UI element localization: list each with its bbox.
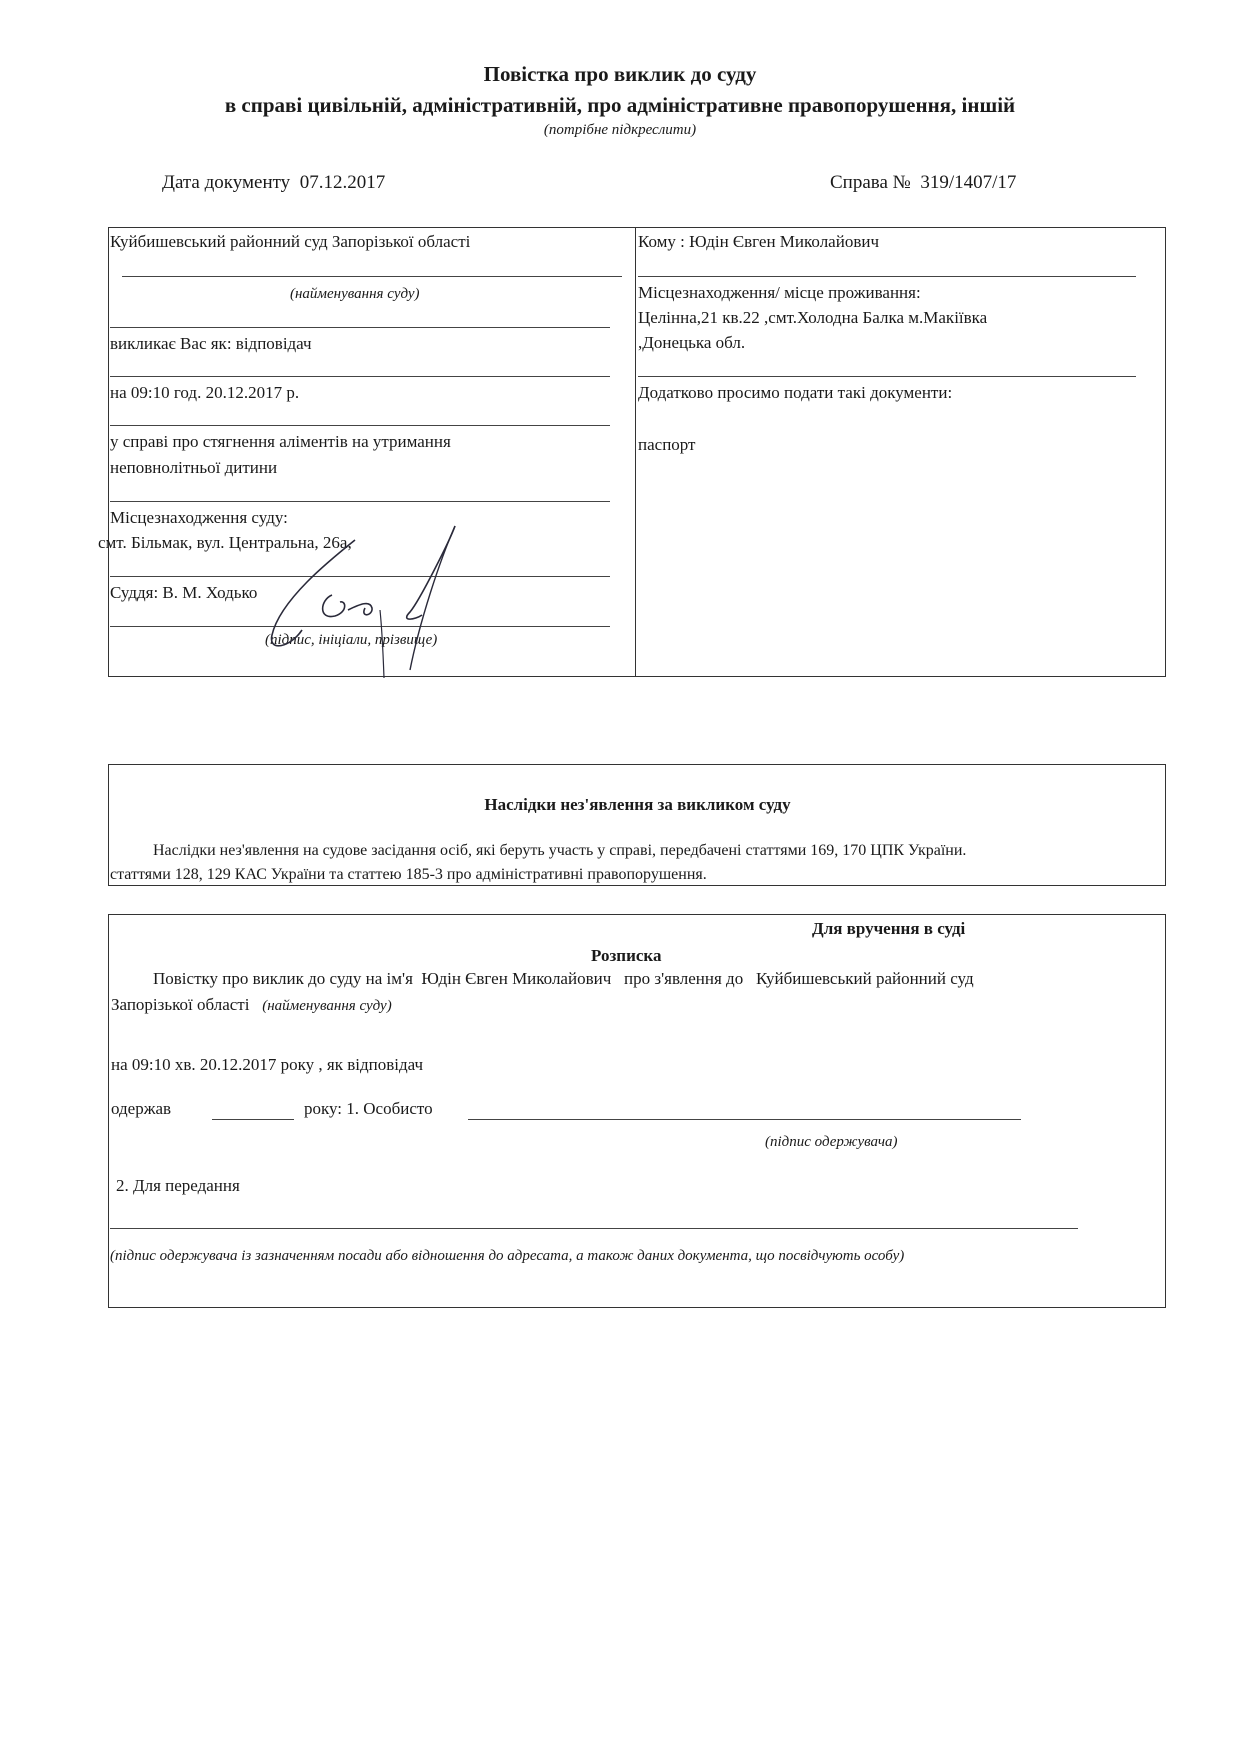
divider-line [638, 376, 1136, 377]
receipt-time-line: на 09:10 хв. 20.12.2017 року , як відповідач [111, 1055, 424, 1074]
receipt-court-part-2: Запорізької області [111, 995, 250, 1014]
divider-line [110, 501, 610, 502]
hearing-time: на 09:10 год. 20.12.2017 р. [110, 383, 300, 402]
documents-label: Додатково просимо подати такі документи: [638, 383, 953, 402]
summons-as: викликає Вас як: відповідач [110, 334, 312, 353]
court-location-label: Місцезнаходження суду: [110, 508, 288, 527]
document-date [162, 172, 385, 194]
document-subtitle: в справі цивільній, адміністративній, про адміністративне правопорушення, іншій [224, 93, 1016, 117]
recipient-sign-caption: (підпис одержувача) [765, 1134, 898, 1150]
receipt-title: Розписка [591, 946, 662, 965]
receipt-court-caption: (найменування суду) [262, 998, 392, 1014]
judge-signature [260, 520, 470, 680]
divider-line [110, 425, 610, 426]
receipt-prefix: Повістку про виклик до суду на ім'я [153, 969, 413, 988]
date-value: 07.12.2017 [299, 172, 386, 193]
residence-line-1: Целінна,21 кв.22 ,смт.Холодна Балка м.Макіївка [638, 308, 988, 327]
divider-line [638, 276, 1136, 277]
divider-line [110, 327, 610, 328]
court-location-value: смт. Більмак, вул. Центральна, 26а, [98, 533, 352, 552]
receipt-line-2 [111, 995, 392, 1015]
consequences-text-line-2: статтями 128, 129 КАС України та статтею 185-3 про адміністративні правопорушення. [110, 866, 707, 883]
receipt-mid-text: про з'явлення до [624, 969, 744, 988]
transfer-signature-line[interactable] [110, 1228, 1078, 1229]
receipt-court-part-1: Куйбишевський районний суд [755, 969, 974, 988]
transfer-caption: (підпис одержувача із зазначенням посади або відношення до адресата, а також даних документа, що посвідчують особу) [110, 1248, 905, 1264]
case-value: 319/1407/17 [920, 172, 1017, 193]
consequences-title: Наслідки нез'явлення за викликом суду [484, 795, 791, 814]
case-number [830, 172, 1016, 194]
consequences-text-line-1: Наслідки нез'явлення на судове засідання осіб, які беруть участь у справі, передбачені статтями 169, 170 ЦПК України. [153, 842, 967, 859]
received-date-line[interactable] [212, 1119, 294, 1120]
receipt-recipient-name: Юдін Євген Миколайович [421, 969, 612, 988]
court-caption: (найменування суду) [290, 286, 420, 302]
transfer-label: 2. Для передання [116, 1176, 240, 1195]
date-label: Дата документу [162, 172, 291, 193]
court-name: Куйбишевський районний суд Запорізької області [110, 232, 471, 251]
received-label: одержав [111, 1099, 172, 1118]
matter-line-2: неповнолітньої дитини [110, 458, 278, 477]
court-name-line [122, 276, 622, 277]
sign-caption: (підпис, ініціали, прізвище) [265, 632, 438, 648]
document-title: Повістка про виклик до суду [483, 62, 757, 86]
divider-line [110, 376, 610, 377]
receipt-line-1 [153, 969, 974, 989]
for-court-label: Для вручення в суді [812, 919, 966, 938]
matter-line-1: у справі про стягнення аліментів на утримання [110, 432, 451, 451]
personal-signature-line[interactable] [468, 1119, 1021, 1120]
case-label: Справа № [830, 172, 911, 193]
judge-name: Суддя: В. М. Ходько [110, 583, 258, 602]
recipient-name: Кому : Юдін Євген Миколайович [638, 232, 879, 251]
residence-line-2: ,Донецька обл. [638, 333, 746, 352]
column-divider [635, 227, 636, 677]
documents-value: паспорт [638, 435, 696, 454]
year-personal-label: року: 1. Особисто [304, 1099, 433, 1118]
underline-note: (потрібне підкреслити) [543, 122, 697, 138]
residence-label: Місцезнаходження/ місце проживання: [638, 283, 921, 302]
